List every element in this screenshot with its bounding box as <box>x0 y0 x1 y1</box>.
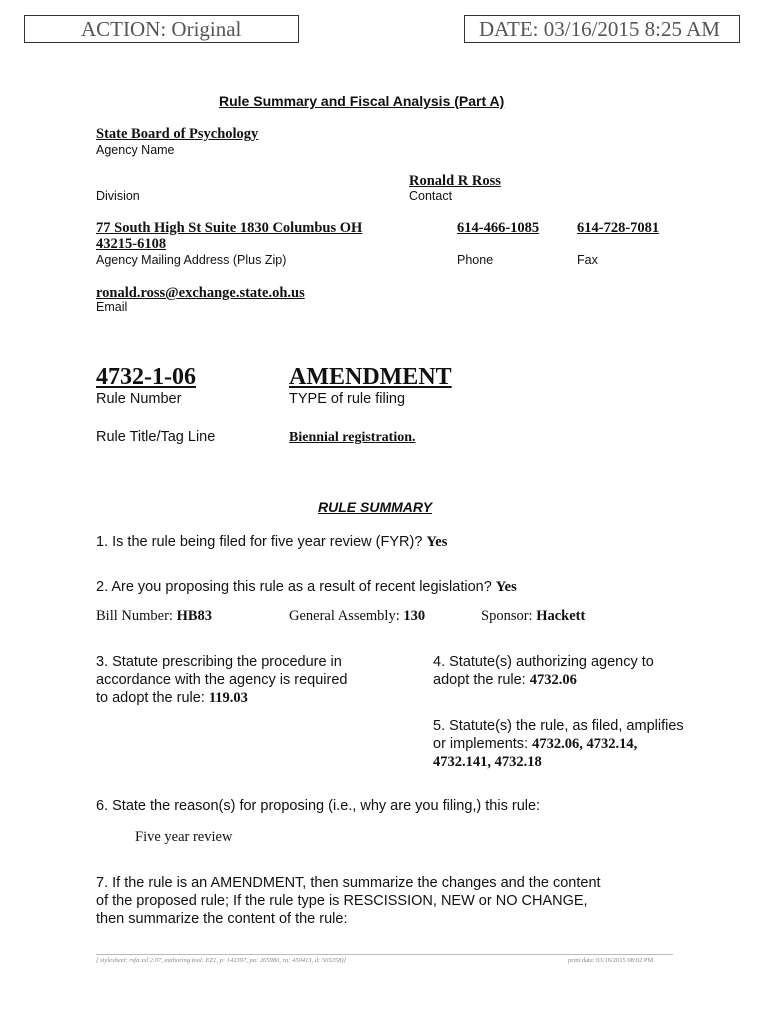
question-5-answer-a: 4732.06, 4732.14, <box>532 736 638 752</box>
email-address: ronald.ross@exchange.state.oh.us <box>96 285 305 301</box>
rule-number-label: Rule Number <box>96 391 182 407</box>
email-label: Email <box>96 300 128 314</box>
date-text: DATE: 03/16/2015 8:25 AM <box>479 17 720 41</box>
question-1-answer: Yes <box>426 534 448 550</box>
sponsor-value: Hackett <box>536 608 586 624</box>
rule-type: AMENDMENT <box>289 364 452 390</box>
question-3-text: to adopt the rule: <box>96 690 205 706</box>
summary-heading: RULE SUMMARY <box>318 499 433 515</box>
question-2-text: 2. Are you proposing this rule as a result of recent legislation? <box>96 579 492 595</box>
contact-name: Ronald R Ross <box>409 173 501 189</box>
question-4-text: adopt the rule: <box>433 672 526 688</box>
question-4-answer: 4732.06 <box>529 672 577 688</box>
question-2 <box>96 578 517 596</box>
question-3-line1: 3. Statute prescribing the procedure in <box>96 654 342 670</box>
rule-title-label: Rule Title/Tag Line <box>96 429 216 445</box>
question-5-text: or implements: <box>433 736 529 752</box>
footer-divider <box>96 954 673 955</box>
address-label: Agency Mailing Address (Plus Zip) <box>96 253 287 267</box>
rule-title: Biennial registration. <box>289 430 416 445</box>
assembly-label: General Assembly: <box>289 608 400 624</box>
footer-print-date: print date: 03/16/2015 08:02 PM <box>568 957 654 964</box>
question-4-line2 <box>433 671 577 689</box>
question-1-text: 1. Is the rule being filed for five year review (FYR)? <box>96 534 423 550</box>
question-5-line1: 5. Statute(s) the rule, as filed, amplifies <box>433 718 684 734</box>
question-6: 6. State the reason(s) for proposing (i.e., why are you filing,) this rule: <box>96 798 541 814</box>
question-3-answer: 119.03 <box>208 690 248 706</box>
bill-number <box>96 608 212 625</box>
phone-number: 614-466-1085 <box>457 220 540 236</box>
agency-name: State Board of Psychology <box>96 126 259 142</box>
question-2-answer: Yes <box>495 579 517 595</box>
sponsor-label: Sponsor: <box>481 608 533 624</box>
fax-number: 614-728-7081 <box>577 220 660 236</box>
question-4-line1: 4. Statute(s) authorizing agency to <box>433 654 654 670</box>
question-6-answer: Five year review <box>135 829 233 845</box>
question-5-line2 <box>433 735 637 753</box>
agency-name-label: Agency Name <box>96 143 175 157</box>
question-3-line2: accordance with the agency is required <box>96 672 348 688</box>
phone-label: Phone <box>457 253 494 267</box>
bill-value: HB83 <box>176 608 213 624</box>
footer-stylesheet: [ stylesheet: rsfa.xsl 2.07, authoring tool: EZ1, p: 142397, pa: 265980, ra: 450413, d: 565358)] <box>96 957 347 964</box>
assembly-value: 130 <box>403 608 426 624</box>
division-label: Division <box>96 189 140 203</box>
address-line2: 43215-6108 <box>96 236 167 252</box>
page-title: Rule Summary and Fiscal Analysis (Part A) <box>219 93 505 109</box>
fax-label: Fax <box>577 253 598 267</box>
contact-label: Contact <box>409 189 453 203</box>
address-line1: 77 South High St Suite 1830 Columbus OH <box>96 220 363 236</box>
bill-label: Bill Number: <box>96 608 173 624</box>
action-text: ACTION: Original <box>81 17 242 41</box>
question-7-line3: then summarize the content of the rule: <box>96 911 348 927</box>
general-assembly <box>289 608 425 625</box>
question-3-line3 <box>96 689 248 707</box>
action-box <box>24 15 299 43</box>
question-5-answer-b: 4732.141, 4732.18 <box>433 754 542 770</box>
sponsor <box>481 608 585 625</box>
question-1 <box>96 533 447 551</box>
rule-type-label: TYPE of rule filing <box>289 391 406 407</box>
rule-number: 4732-1-06 <box>96 364 196 390</box>
date-box <box>464 15 740 43</box>
question-7-line1: 7. If the rule is an AMENDMENT, then summarize the changes and the content <box>96 875 601 891</box>
question-7-line2: of the proposed rule; If the rule type is RESCISSION, NEW or NO CHANGE, <box>96 893 588 909</box>
